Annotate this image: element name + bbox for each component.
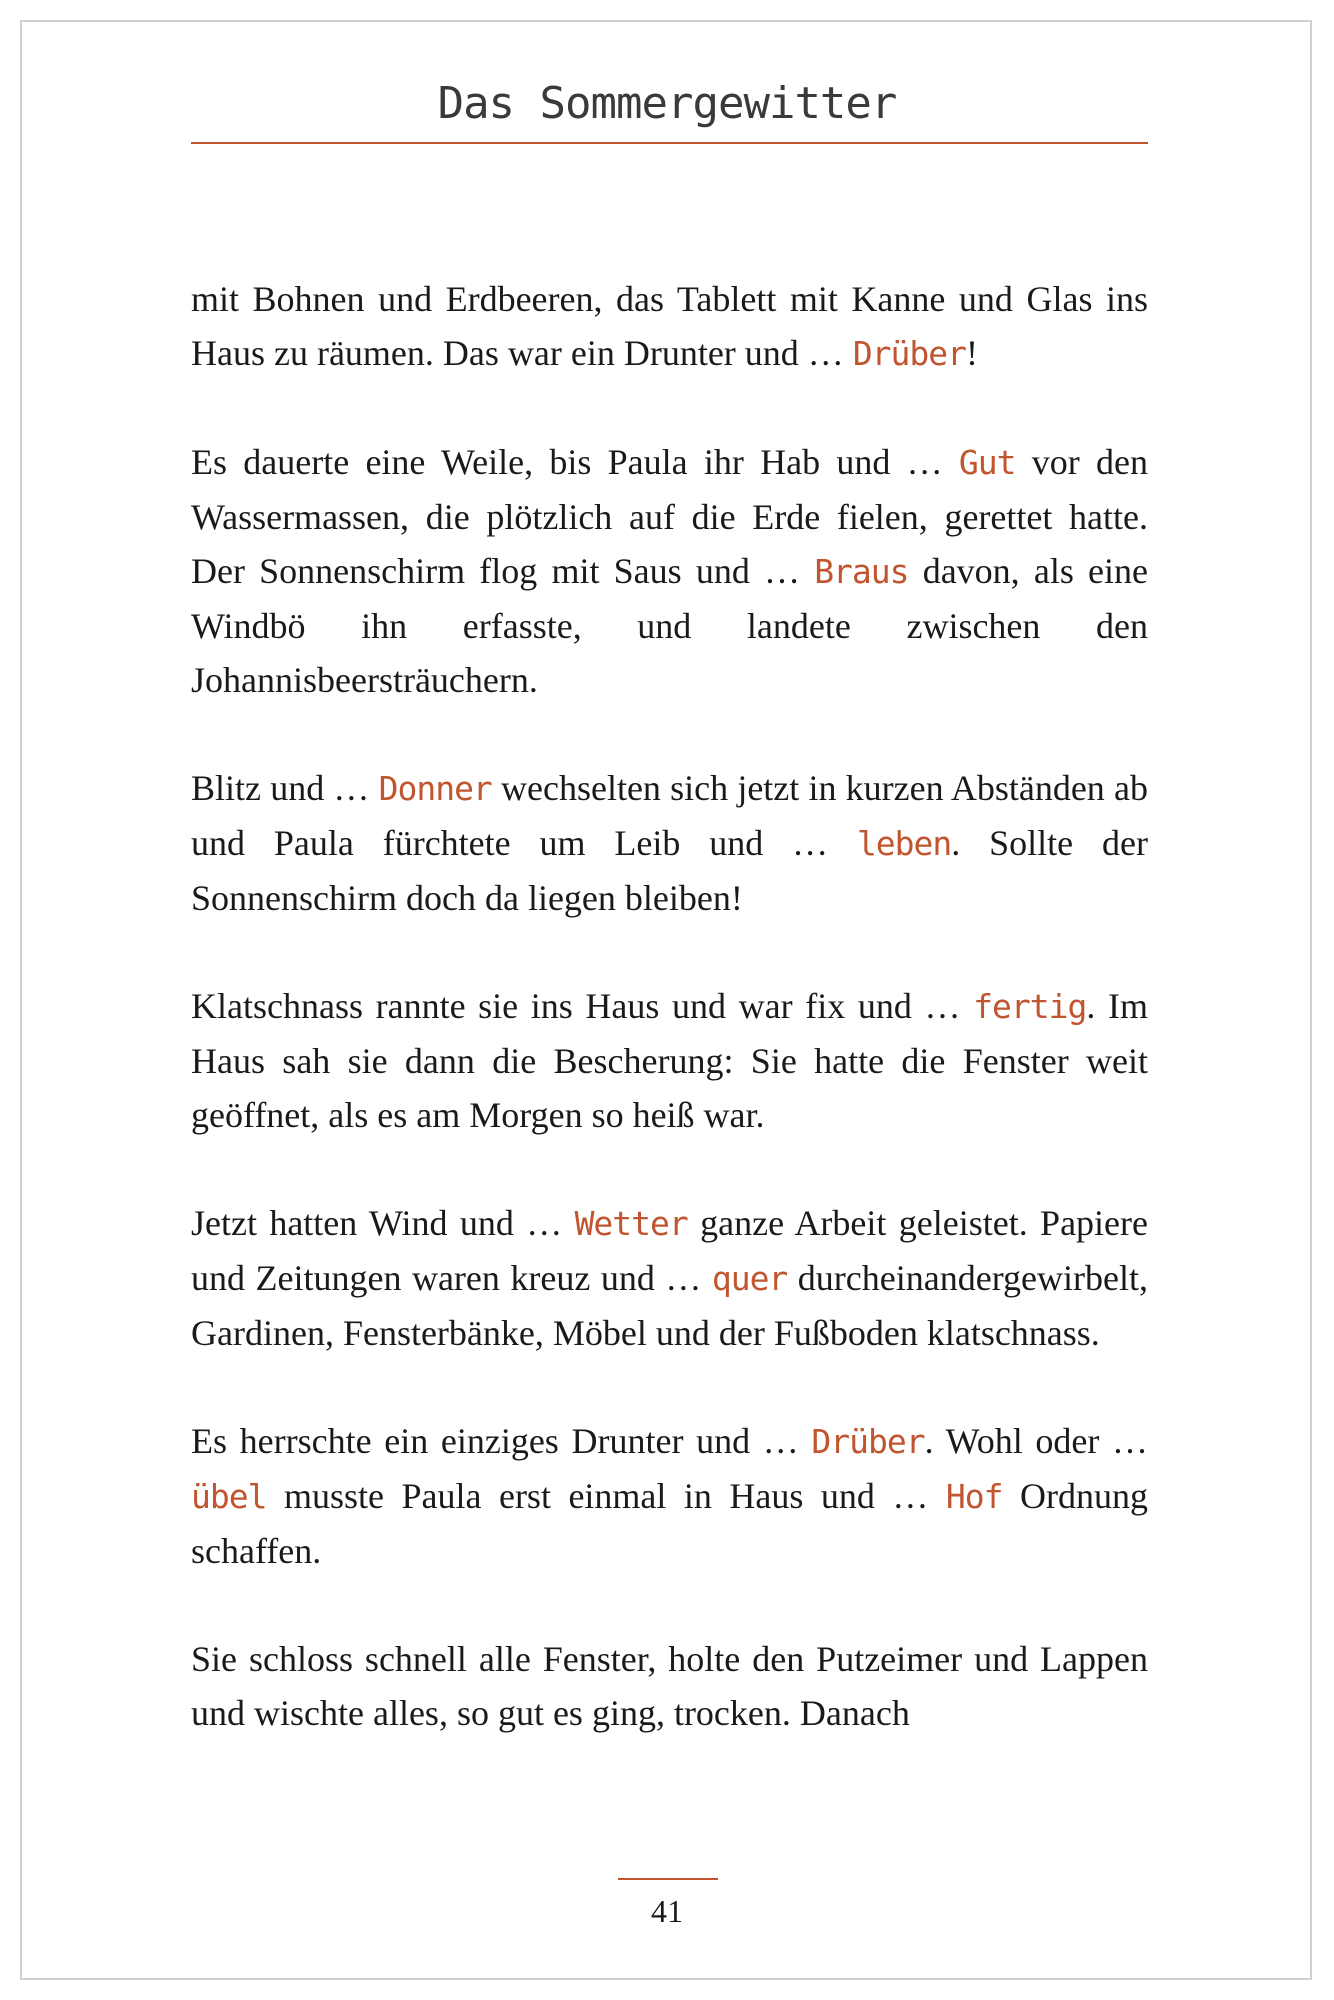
paragraph [191, 979, 1148, 1142]
paragraph [191, 435, 1148, 707]
header-rule [191, 142, 1148, 144]
fill-in-word: Gut [958, 443, 1016, 482]
text-segment: Es dauerte eine Weile, bis Paula ihr Hab und … [191, 442, 959, 482]
text-segment: ganze Arbeit geleistet. Papiere und Zeitungen waren kreuz und … [191, 1203, 1148, 1298]
text-segment: wechselten sich jetzt in kurzen Abständen ab und Paula fürchtete um Leib und … [191, 768, 1148, 863]
text-segment: Sie schloss schnell alle Fenster, holte den Putzeimer und Lappen und wischte alles, so gut es ging, trocken. Danach [191, 1639, 1148, 1733]
fill-in-word: Donner [378, 769, 492, 808]
text-segment: vor den Wassermassen, die plötzlich auf die Erde fielen, gerettet hatte. Der Sonnenschirm flog mit Saus und … [191, 442, 1149, 591]
text-segment: Es herrschte ein einziges Drunter und … [191, 1421, 812, 1461]
text-segment: mit Bohnen und Erdbeeren, das Tablett mit Kanne und Glas ins Haus zu räumen. Das war ein Drunter und … [191, 279, 1148, 373]
text-segment: Jetzt hatten Wind und … [191, 1203, 575, 1243]
fill-in-word: übel [191, 1477, 267, 1516]
fill-in-word: fertig [973, 987, 1087, 1026]
fill-in-word: Wetter [574, 1204, 688, 1243]
fill-in-word: leben [856, 824, 952, 863]
text-segment: ! [966, 333, 979, 373]
paragraph [191, 1196, 1148, 1360]
page-header-title: Das Sommergewitter [437, 78, 897, 129]
text-segment: . Sollte der Sonnenschirm doch da liegen bleiben! [191, 823, 1148, 918]
page-number: 41 [651, 1893, 683, 1929]
fill-in-word: Drüber [811, 1422, 925, 1461]
paragraph [191, 1414, 1148, 1578]
footer-rule [618, 1878, 718, 1880]
fill-in-word: Drüber [852, 334, 967, 373]
text-segment: davon, als eine Windbö ihn erfasste, und landete zwischen den Johannisbeersträuchern. [191, 551, 1148, 700]
text-segment: . Wohl oder … [924, 1421, 1149, 1461]
text-body [191, 272, 1148, 1740]
text-segment: Blitz und … [191, 768, 379, 808]
text-segment: . Im Haus sah sie dann die Bescherung: Sie hatte die Fenster weit geöffnet, als es am Morgen so heiß war. [191, 986, 1148, 1135]
paragraph [191, 272, 1148, 381]
paragraph [191, 1632, 1148, 1740]
text-segment: musste Paula erst einmal in Haus und … [266, 1476, 946, 1516]
text-segment: Ordnung schaffen. [191, 1476, 1148, 1571]
fill-in-word: quer [711, 1259, 788, 1298]
text-segment: Klatschnass rannte sie ins Haus und war fix und … [191, 986, 974, 1026]
paragraph [191, 761, 1148, 925]
fill-in-word: Hof [945, 1477, 1003, 1516]
fill-in-word: Braus [814, 552, 909, 591]
text-segment: durcheinandergewirbelt, Gardinen, Fensterbänke, Möbel und der Fußboden klatschnass. [191, 1258, 1148, 1353]
